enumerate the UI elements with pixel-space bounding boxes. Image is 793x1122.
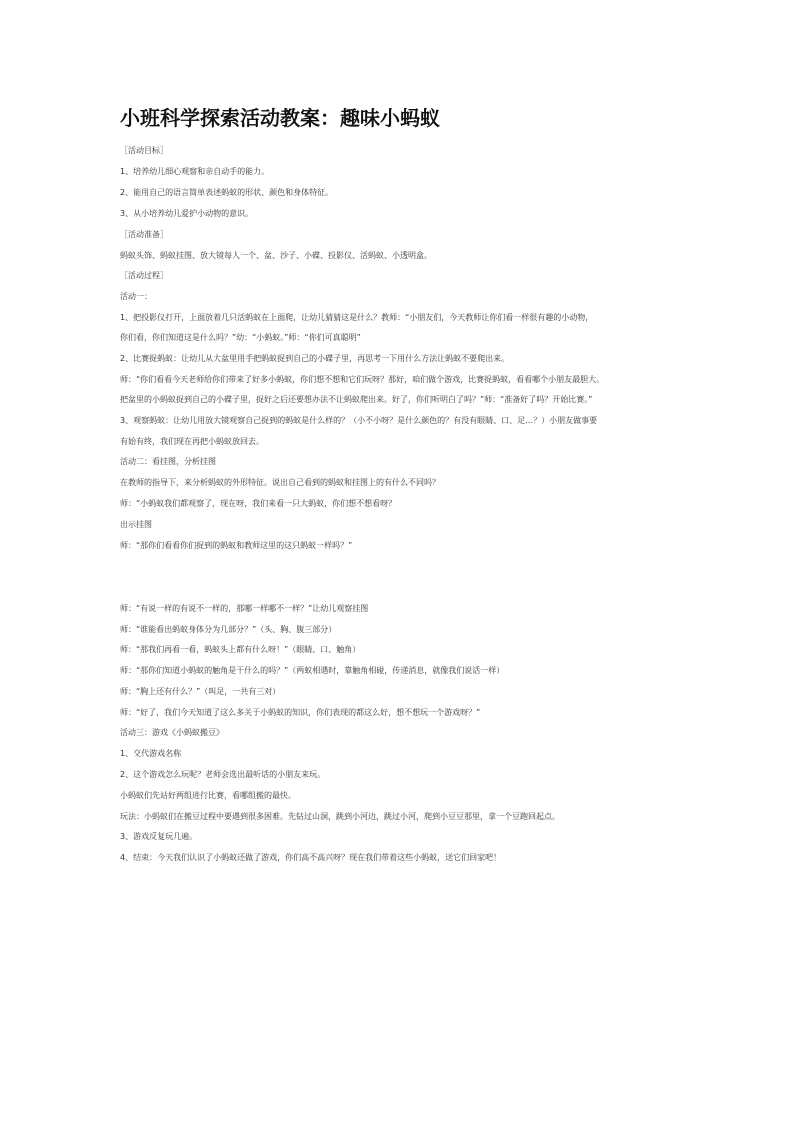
- paragraph-line: 师：“那我们再看一看，蚂蚁头上都有什么呀！”（眼睛、口、触角）: [120, 645, 361, 654]
- paragraph-line: 把盆里的小蚂蚁捉到自己的小碟子里，捉好之后还要想办法不让蚂蚁爬出来。好了，你们听明白了吗？”师：“准备好了吗？开始比赛。”: [120, 395, 593, 404]
- paragraph-line: 3、观察蚂蚁：让幼儿用放大镜观察自己捉到的蚂蚁是什么样的？（小不小呀？是什么颜色的？有没有眼睛、口、足…？）小朋友做事要: [120, 416, 598, 425]
- paragraph-line: 师：“小蚂蚁我们都观察了，现在呀，我们来看一只大蚂蚁，你们想不想看呀？: [120, 499, 397, 508]
- paragraph-line: 3、游戏反复玩几遍。: [120, 832, 198, 841]
- paragraph-line: 师：“好了，我们今天知道了这么多关于小蚂蚁的知识，你们表现的都这么好，想不想玩一个游戏呀？”: [120, 708, 481, 717]
- paragraph-line: ［活动目标］: [120, 146, 168, 155]
- paragraph-line: 玩法：小蚂蚁们在搬豆过程中要遇到很多困难。先钻过山洞，跳到小河边，跳过小河，爬到小豆豆那里，拿一个豆跑回起点。: [120, 812, 560, 821]
- paragraph-line: 活动三：游戏《小蚂蚁搬豆》: [120, 728, 224, 737]
- paragraph-line: 师：“胸上还有什么？”（叫足，一共有三对）: [120, 687, 281, 696]
- paragraph-line: 有始有终，我们现在再把小蚂蚁放回去。: [120, 437, 264, 446]
- document-title: 小班科学探索活动教案：趣味小蚂蚁: [120, 106, 440, 130]
- paragraph-line: 在教师的指导下，来分析蚂蚁的外形特征。说出自己看到的蚂蚁和挂图上的有什么不同吗？: [120, 478, 440, 487]
- paragraph-line: ［活动准备］: [120, 230, 168, 239]
- paragraph-line: 师：“你们看看今天老师给你们带来了好多小蚂蚁，你们想不想和它们玩呀？那好，咱们做个游戏，比赛捉蚂蚁，看看哪个小朋友最胆大。: [120, 375, 605, 384]
- paragraph-line: 活动二：看挂图，分析挂图: [120, 457, 216, 466]
- paragraph-line: 你们看，你们知道这是什么吗？”幼：“小蚂蚁。”师：“你们可真聪明”: [120, 333, 361, 342]
- paragraph-line: 1、把投影仪打开，上面放着几只活蚂蚁在上面爬，让幼儿猜猜这是什么？教师：“小朋友们，今天教师让你们看一样很有趣的小动物，: [120, 313, 594, 322]
- paragraph-line: 师：“那你们看看你们捉到的蚂蚁和教师这里的这只蚂蚁一样吗？”: [120, 541, 353, 550]
- paragraph-line: 师：“那你们知道小蚂蚁的触角是干什么的吗？”（两蚁相遇时，靠触角相碰，传递消息，就像我们说话一样）: [120, 666, 505, 675]
- paragraph-line: 4、结束：今天我们认识了小蚂蚁还做了游戏，你们高不高兴呀？现在我们带着这些小蚂蚁，送它们回家吧！: [120, 853, 502, 862]
- paragraph-line: 小蚂蚁们先站好两组进行比赛，看哪组搬的最快。: [120, 791, 296, 800]
- paragraph-line: 1、培养幼儿细心观察和亲自动手的能力。: [120, 167, 270, 176]
- paragraph-line: 2、比赛捉蚂蚁：让幼儿从大盆里用手把蚂蚁捉到自己的小碟子里，再思考一下用什么方法让蚂蚁不要爬出来。: [120, 354, 510, 363]
- paragraph-line: 1、交代游戏名称: [120, 749, 182, 758]
- paragraph-line: ［活动过程］: [120, 271, 168, 280]
- paragraph-line: 2、能用自己的语言简单表述蚂蚁的形状、颜色和身体特征。: [120, 188, 334, 197]
- paragraph-line: 活动一：: [120, 292, 152, 301]
- paragraph-line: 2、这个游戏怎么玩呢？老师会选出最听话的小朋友来玩。: [120, 770, 326, 779]
- paragraph-line: 师：“有说一样的有说不一样的，那哪一样哪不一样？”让幼儿观察挂图: [120, 604, 369, 613]
- paragraph-line: 3、从小培养幼儿爱护小动物的意识。: [120, 209, 254, 218]
- paragraph-line: 出示挂图: [120, 520, 152, 529]
- paragraph-line: 师：“谁能看出蚂蚁身体分为几部分？”（头、胸、腹三部分）: [120, 625, 337, 634]
- paragraph-line: 蚂蚁头饰、蚂蚁挂图、放大镜每人一个、盆、沙子、小碟、投影仪、活蚂蚁、小透明盒。: [120, 251, 432, 260]
